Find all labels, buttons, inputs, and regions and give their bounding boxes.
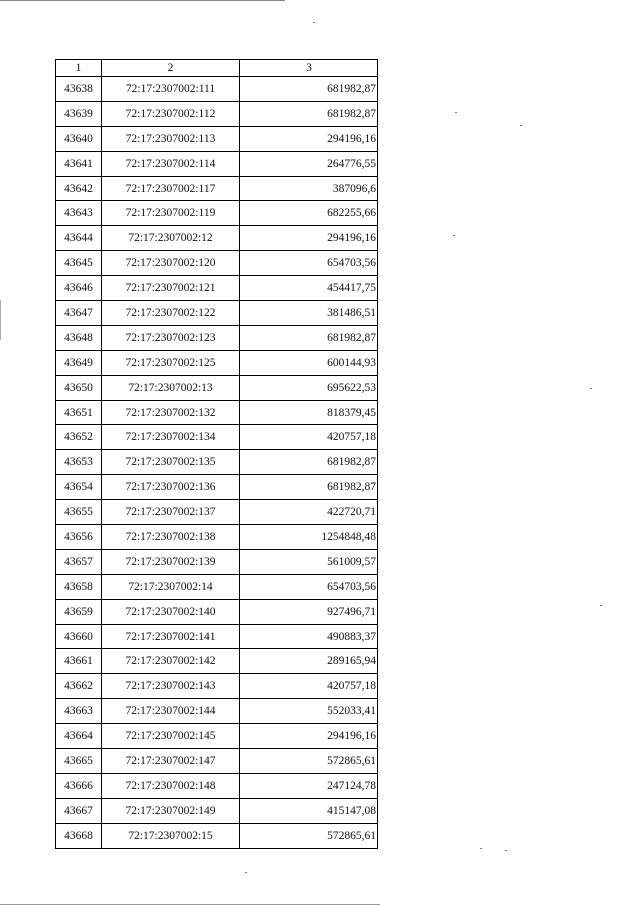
row-number-cell: 43652 xyxy=(56,425,102,450)
table-row xyxy=(56,674,378,699)
cadastral-value-cell: 572865,61 xyxy=(240,749,378,774)
cadastral-value-cell: 294196,16 xyxy=(240,724,378,749)
table-row xyxy=(56,301,378,326)
cadastral-value-cell: 654703,56 xyxy=(240,251,378,276)
cadastral-number-cell: 72:17:2307002:134 xyxy=(102,425,240,450)
cadastral-value-cell: 289165,94 xyxy=(240,649,378,674)
table-row xyxy=(56,151,378,176)
cadastral-number-cell: 72:17:2307002:142 xyxy=(102,649,240,674)
cadastral-number-cell: 72:17:2307002:15 xyxy=(102,823,240,848)
table-row xyxy=(56,624,378,649)
cadastral-number-cell: 72:17:2307002:123 xyxy=(102,325,240,350)
cadastral-value-cell: 420757,18 xyxy=(240,425,378,450)
cadastral-number-cell: 72:17:2307002:125 xyxy=(102,350,240,375)
table-row xyxy=(56,699,378,724)
scan-speck xyxy=(590,388,592,389)
scan-edge-left xyxy=(0,300,1,340)
cadastral-value-cell: 264776,55 xyxy=(240,151,378,176)
cadastral-number-cell: 72:17:2307002:112 xyxy=(102,101,240,126)
table-row xyxy=(56,549,378,574)
column-header-2: 2 xyxy=(102,60,240,77)
cadastral-number-cell: 72:17:2307002:139 xyxy=(102,549,240,574)
cadastral-value-cell: 927496,71 xyxy=(240,599,378,624)
table-row xyxy=(56,798,378,823)
cadastral-value-cell: 387096,6 xyxy=(240,176,378,201)
table-body xyxy=(56,77,378,849)
table-row xyxy=(56,400,378,425)
row-number-cell: 43638 xyxy=(56,77,102,102)
cadastral-value-cell: 682255,66 xyxy=(240,201,378,226)
row-number-cell: 43664 xyxy=(56,724,102,749)
cadastral-value-table xyxy=(55,59,378,849)
scan-speck xyxy=(480,848,482,849)
cadastral-value-cell: 818379,45 xyxy=(240,400,378,425)
table-row xyxy=(56,599,378,624)
row-number-cell: 43657 xyxy=(56,549,102,574)
cadastral-number-cell: 72:17:2307002:148 xyxy=(102,773,240,798)
table-row xyxy=(56,276,378,301)
cadastral-number-cell: 72:17:2307002:122 xyxy=(102,301,240,326)
row-number-cell: 43656 xyxy=(56,525,102,550)
table-row xyxy=(56,425,378,450)
table-row xyxy=(56,176,378,201)
row-number-cell: 43651 xyxy=(56,400,102,425)
cadastral-value-cell: 294196,16 xyxy=(240,226,378,251)
row-number-cell: 43648 xyxy=(56,325,102,350)
row-number-cell: 43661 xyxy=(56,649,102,674)
row-number-cell: 43640 xyxy=(56,126,102,151)
cadastral-value-cell: 572865,61 xyxy=(240,823,378,848)
cadastral-number-cell: 72:17:2307002:114 xyxy=(102,151,240,176)
cadastral-number-cell: 72:17:2307002:138 xyxy=(102,525,240,550)
row-number-cell: 43647 xyxy=(56,301,102,326)
cadastral-number-cell: 72:17:2307002:111 xyxy=(102,77,240,102)
table-row xyxy=(56,724,378,749)
cadastral-number-cell: 72:17:2307002:136 xyxy=(102,475,240,500)
table-row xyxy=(56,525,378,550)
column-header-3: 3 xyxy=(240,60,378,77)
row-number-cell: 43643 xyxy=(56,201,102,226)
table-row xyxy=(56,749,378,774)
table-row xyxy=(56,773,378,798)
row-number-cell: 43646 xyxy=(56,276,102,301)
row-number-cell: 43663 xyxy=(56,699,102,724)
cadastral-number-cell: 72:17:2307002:117 xyxy=(102,176,240,201)
row-number-cell: 43667 xyxy=(56,798,102,823)
row-number-cell: 43642 xyxy=(56,176,102,201)
table-row xyxy=(56,823,378,848)
cadastral-value-cell: 454417,75 xyxy=(240,276,378,301)
table-row xyxy=(56,226,378,251)
row-number-cell: 43662 xyxy=(56,674,102,699)
cadastral-number-cell: 72:17:2307002:14 xyxy=(102,574,240,599)
cadastral-number-cell: 72:17:2307002:113 xyxy=(102,126,240,151)
cadastral-value-cell: 420757,18 xyxy=(240,674,378,699)
cadastral-number-cell: 72:17:2307002:147 xyxy=(102,749,240,774)
row-number-cell: 43649 xyxy=(56,350,102,375)
row-number-cell: 43666 xyxy=(56,773,102,798)
cadastral-number-cell: 72:17:2307002:12 xyxy=(102,226,240,251)
cadastral-number-cell: 72:17:2307002:119 xyxy=(102,201,240,226)
cadastral-number-cell: 72:17:2307002:121 xyxy=(102,276,240,301)
cadastral-value-cell: 600144,93 xyxy=(240,350,378,375)
cadastral-number-cell: 72:17:2307002:141 xyxy=(102,624,240,649)
row-number-cell: 43639 xyxy=(56,101,102,126)
cadastral-value-cell: 681982,87 xyxy=(240,450,378,475)
column-header-1: 1 xyxy=(56,60,102,77)
cadastral-value-cell: 247124,78 xyxy=(240,773,378,798)
row-number-cell: 43660 xyxy=(56,624,102,649)
cadastral-number-cell: 72:17:2307002:132 xyxy=(102,400,240,425)
row-number-cell: 43645 xyxy=(56,251,102,276)
cadastral-value-cell: 681982,87 xyxy=(240,77,378,102)
table-row xyxy=(56,375,378,400)
cadastral-value-cell: 681982,87 xyxy=(240,325,378,350)
cadastral-number-cell: 72:17:2307002:149 xyxy=(102,798,240,823)
cadastral-value-cell: 695622,53 xyxy=(240,375,378,400)
scan-speck xyxy=(505,850,507,851)
cadastral-value-cell: 681982,87 xyxy=(240,101,378,126)
table-row xyxy=(56,450,378,475)
table-row xyxy=(56,201,378,226)
cadastral-number-cell: 72:17:2307002:13 xyxy=(102,375,240,400)
table-row xyxy=(56,101,378,126)
row-number-cell: 43665 xyxy=(56,749,102,774)
table-row xyxy=(56,350,378,375)
cadastral-value-cell: 294196,16 xyxy=(240,126,378,151)
cadastral-value-cell: 490883,37 xyxy=(240,624,378,649)
row-number-cell: 43658 xyxy=(56,574,102,599)
row-number-cell: 43654 xyxy=(56,475,102,500)
cadastral-value-cell: 415147,08 xyxy=(240,798,378,823)
cadastral-value-cell: 422720,71 xyxy=(240,500,378,525)
cadastral-value-cell: 381486,51 xyxy=(240,301,378,326)
row-number-cell: 43650 xyxy=(56,375,102,400)
table-row xyxy=(56,325,378,350)
table-row xyxy=(56,500,378,525)
cadastral-number-cell: 72:17:2307002:135 xyxy=(102,450,240,475)
table-row xyxy=(56,649,378,674)
cadastral-value-cell: 552033,41 xyxy=(240,699,378,724)
row-number-cell: 43668 xyxy=(56,823,102,848)
cadastral-number-cell: 72:17:2307002:143 xyxy=(102,674,240,699)
cadastral-value-cell: 1254848,48 xyxy=(240,525,378,550)
scan-speck xyxy=(245,872,247,873)
row-number-cell: 43655 xyxy=(56,500,102,525)
table-header-row xyxy=(56,60,378,77)
row-number-cell: 43641 xyxy=(56,151,102,176)
cadastral-value-cell: 561009,57 xyxy=(240,549,378,574)
row-number-cell: 43659 xyxy=(56,599,102,624)
row-number-cell: 43653 xyxy=(56,450,102,475)
scan-speck xyxy=(453,235,455,236)
table-row xyxy=(56,77,378,102)
cadastral-value-cell: 654703,56 xyxy=(240,574,378,599)
scan-speck xyxy=(455,112,457,113)
cadastral-number-cell: 72:17:2307002:140 xyxy=(102,599,240,624)
row-number-cell: 43644 xyxy=(56,226,102,251)
table-row xyxy=(56,251,378,276)
scan-speck xyxy=(313,22,315,23)
cadastral-number-cell: 72:17:2307002:137 xyxy=(102,500,240,525)
cadastral-number-cell: 72:17:2307002:144 xyxy=(102,699,240,724)
table-row xyxy=(56,475,378,500)
cadastral-number-cell: 72:17:2307002:120 xyxy=(102,251,240,276)
cadastral-value-cell: 681982,87 xyxy=(240,475,378,500)
scan-edge-top xyxy=(0,0,285,1)
table-row xyxy=(56,126,378,151)
cadastral-number-cell: 72:17:2307002:145 xyxy=(102,724,240,749)
table-row xyxy=(56,574,378,599)
scan-speck xyxy=(600,605,602,606)
scan-speck xyxy=(520,125,522,126)
